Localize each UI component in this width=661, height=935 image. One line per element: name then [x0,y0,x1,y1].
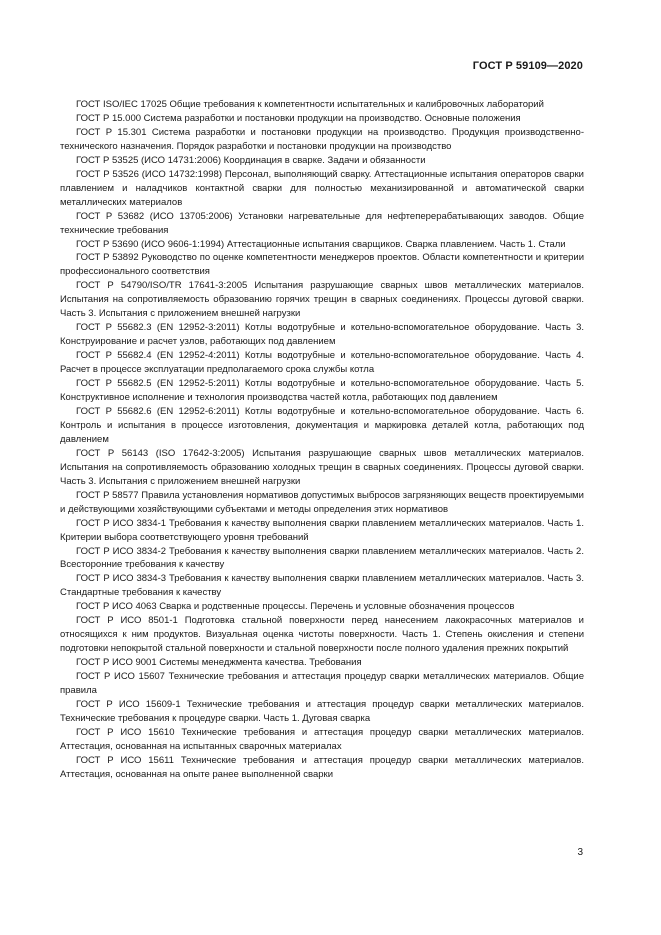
reference-entry: ГОСТ Р 58577 Правила установления нормативов допустимых выбросов загрязняющих веществ проектируемыми и действующими хозяйствующими субъектами и методы определения этих нормативов [60,489,584,515]
reference-entry: ГОСТ Р ИСО 3834-1 Требования к качеству выполнения сварки плавлением металлических материалов. Часть 1. Критерии выбора соответствующего уровня требований [60,517,584,543]
reference-entry: ГОСТ Р 53525 (ИСО 14731:2006) Координация в сварке. Задачи и обязанности [76,154,426,166]
reference-entry: ГОСТ Р 55682.4 (EN 12952-4:2011) Котлы водотрубные и котельно-вспомогательное оборудование. Часть 4. Расчет в процессе эксплуатации предполагаемого срока службы котла [60,350,584,376]
reference-entry: ГОСТ Р 56143 (ISO 17642-3:2005) Испытания разрушающие сварных швов металлических материалов. Испытания на сопротивляемость образованию холодных трещин в сварных соединениях. Процессы дуговой сварки. Часть 3. Испытания с приложением внешней нагрузки [60,447,584,487]
reference-entry: ГОСТ Р 53682 (ИСО 13705:2006) Установки нагревательные для нефтеперерабатывающих заводов. Общие технические требования [60,210,584,236]
reference-entry: ГОСТ Р ИСО 8501-1 Подготовка стальной поверхности перед нанесением лакокрасочных материалов и относящихся к ним продуктов. Визуальная оценка чистоты поверхности. Часть 1. Степень окисления и степени подготовки непокрытой стальной поверхности и стальной поверхности после полного удаления прежних покрытий [60,615,584,655]
reference-entry: ГОСТ Р 55682.5 (EN 12952-5:2011) Котлы водотрубные и котельно-вспомогательное оборудование. Часть 5. Конструктивное исполнение и технология производства частей котла, работающих под давлением [60,378,584,404]
reference-entry: ГОСТ Р ИСО 9001 Системы менеджмента качества. Требования [76,657,362,669]
normative-references-list [60,98,584,782]
page-number: 3 [577,847,583,858]
reference-entry: ГОСТ Р 53892 Руководство по оценке компетентности менеджеров проектов. Области компетентности и критерии профессионального соответствия [60,252,584,278]
reference-entry: ГОСТ Р ИСО 15607 Технические требования и аттестация процедур сварки металлических материалов. Общие правила [60,671,584,697]
reference-entry: ГОСТ Р ИСО 15610 Технические требования и аттестация процедур сварки металлических материалов. Аттестация, основанная на испытанных сварочных материалах [60,726,584,752]
reference-entry: ГОСТ Р ИСО 15611 Технические требования и аттестация процедур сварки металлических материалов. Аттестация, основанная на опыте ранее выполненной сварки [60,754,584,780]
reference-entry: ГОСТ Р ИСО 4063 Сварка и родственные процессы. Перечень и условные обозначения процессов [76,601,515,613]
reference-entry: ГОСТ Р 15.301 Система разработки и постановки продукции на производство. Продукция производственно-технического назначения. Порядок разработки и постановки продукции на производство [60,126,584,152]
reference-entry: ГОСТ Р 55682.3 (EN 12952-3:2011) Котлы водотрубные и котельно-вспомогательное оборудование. Часть 3. Конструирование и расчет узлов, работающих под давлением [60,322,584,348]
reference-entry: ГОСТ Р 55682.6 (EN 12952-6:2011) Котлы водотрубные и котельно-вспомогательное оборудование. Часть 6. Контроль и испытания в процессе изготовления, документация и маркировка деталей котла, работающих под давлением [60,405,584,445]
document-code-header: ГОСТ Р 59109—2020 [472,60,583,72]
reference-entry: ГОСТ Р 53526 (ИСО 14732:1998) Персонал, выполняющий сварку. Аттестационные испытания операторов сварки плавлением и наладчиков контактной сварки для полностью механизированной и автоматической сварки металлических материалов [60,168,584,208]
reference-entry: ГОСТ Р 54790/ISO/TR 17641-3:2005 Испытания разрушающие сварных швов металлических материалов. Испытания на сопротивляемость образованию горячих трещин в сварных соединениях. Процессы дуговой сварки. Часть 3. Испытания с приложением внешней нагрузки [60,280,584,320]
reference-entry: ГОСТ Р 15.000 Система разработки и постановки продукции на производство. Основные положения [76,112,521,124]
reference-entry: ГОСТ Р ИСО 3834-3 Требования к качеству выполнения сварки плавлением металлических материалов. Часть 3. Стандартные требования к качеству [60,573,584,599]
reference-entry: ГОСТ Р ИСО 3834-2 Требования к качеству выполнения сварки плавлением металлических материалов. Часть 2. Всесторонние требования к качеству [60,545,584,571]
reference-entry: ГОСТ Р 53690 (ИСО 9606-1:1994) Аттестационные испытания сварщиков. Сварка плавлением. Часть 1. Стали [76,238,566,250]
reference-entry: ГОСТ ISO/IEC 17025 Общие требования к компетентности испытательных и калибровочных лабораторий [76,99,544,110]
reference-entry: ГОСТ Р ИСО 15609-1 Технические требования и аттестация процедур сварки металлических материалов. Технические требования к процедуре сварки. Часть 1. Дуговая сварка [60,698,584,724]
